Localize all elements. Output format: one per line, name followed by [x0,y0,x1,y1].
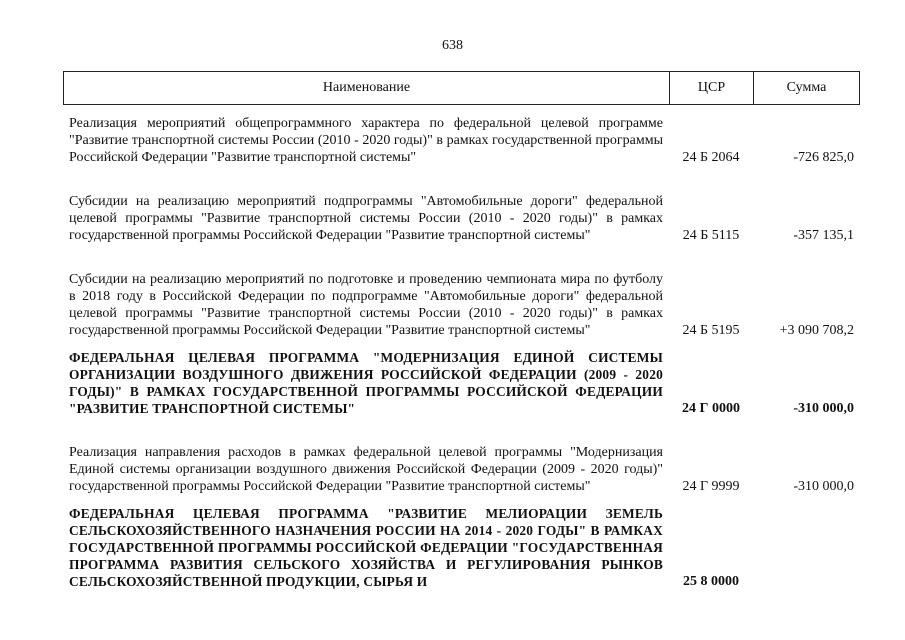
row-name: ФЕДЕРАЛЬНАЯ ЦЕЛЕВАЯ ПРОГРАММА "РАЗВИТИЕ МЕЛИОРАЦИИ ЗЕМЕЛЬ СЕЛЬСКОХОЗЯЙСТВЕННОГО НАЗНАЧЕНИЯ РОССИИ НА 2014 - 2020 ГОДЫ" В РАМКАХ ГОСУДАРСТВЕННОЙ ПРОГРАММЫ РОССИЙСКОЙ ФЕДЕРАЦИИ "ГОСУДАРСТВЕННАЯ ПРОГРАММА РАЗВИТИЯ СЕЛЬСКОГО ХОЗЯЙСТВА И РЕГУЛИРОВАНИЯ РЫНКОВ СЕЛЬСКОХОЗЯЙСТВЕННОЙ ПРОДУКЦИИ, СЫРЬЯ И [69,506,663,589]
table-row [63,349,860,417]
table-header [63,71,860,105]
table-row [63,505,860,590]
table-row [63,427,860,495]
page-number: 638 [442,38,463,53]
row-sum: +3 090 708,2 [779,323,854,338]
table-row [63,106,860,166]
row-name: Субсидии на реализацию мероприятий по подготовке и проведению чемпионата мира по футболу в 2018 году в Российской Федерации по подпрограмме "Автомобильные дороги" федеральной целевой программы "Развитие транспортной системы России (2010 - 2020 годы)" в рамках государственной программы Российской Федерации "Развитие транспортной системы" [69,272,663,338]
row-csr: 25 8 0000 [683,574,739,589]
row-sum: -726 825,0 [793,150,854,165]
row-csr: 24 Б 5195 [682,323,740,338]
table-row [63,254,860,339]
column-header-sum: Сумма [786,80,827,95]
table-row [63,176,860,244]
row-csr: 24 Г 9999 [682,479,740,494]
row-name: Субсидии на реализацию мероприятий подпрограммы "Автомобильные дороги" федеральной целевой программы "Развитие транспортной системы России (2010 - 2020 годы)" в рамках государственной программы Российской Федерации "Развитие транспортной системы" [69,194,663,243]
table-body [63,106,860,590]
row-csr: 24 Б 2064 [682,150,740,165]
row-name: Реализация направления расходов в рамках федеральной целевой программы "Модернизация Единой системы организации воздушного движения Российской Федерации (2009 - 2020 годы)" государственной программы Российской Федерации "Развитие транспортной системы" [69,445,663,494]
row-sum: -310 000,0 [793,479,854,494]
column-header-name: Наименование [64,72,670,104]
row-name: Реализация мероприятий общепрограммного характера по федеральной целевой программе "Развитие транспортной системы России (2010 - 2020 годы)" в рамках государственной программы Российской Федерации "Развитие транспортной системы" [69,116,663,165]
row-sum: -357 135,1 [793,228,854,243]
row-csr: 24 Г 0000 [682,401,740,416]
column-header-csr: ЦСР [670,72,754,104]
row-csr: 24 Б 5115 [682,228,740,243]
row-sum: -310 000,0 [793,401,854,416]
row-name: ФЕДЕРАЛЬНАЯ ЦЕЛЕВАЯ ПРОГРАММА "МОДЕРНИЗАЦИЯ ЕДИНОЙ СИСТЕМЫ ОРГАНИЗАЦИИ ВОЗДУШНОГО ДВИЖЕНИЯ РОССИЙСКОЙ ФЕДЕРАЦИИ (2009 - 2020 ГОДЫ)" В РАМКАХ ГОСУДАРСТВЕННОЙ ПРОГРАММЫ РОССИЙСКОЙ ФЕДЕРАЦИИ "РАЗВИТИЕ ТРАНСПОРТНОЙ СИСТЕМЫ" [69,350,663,416]
